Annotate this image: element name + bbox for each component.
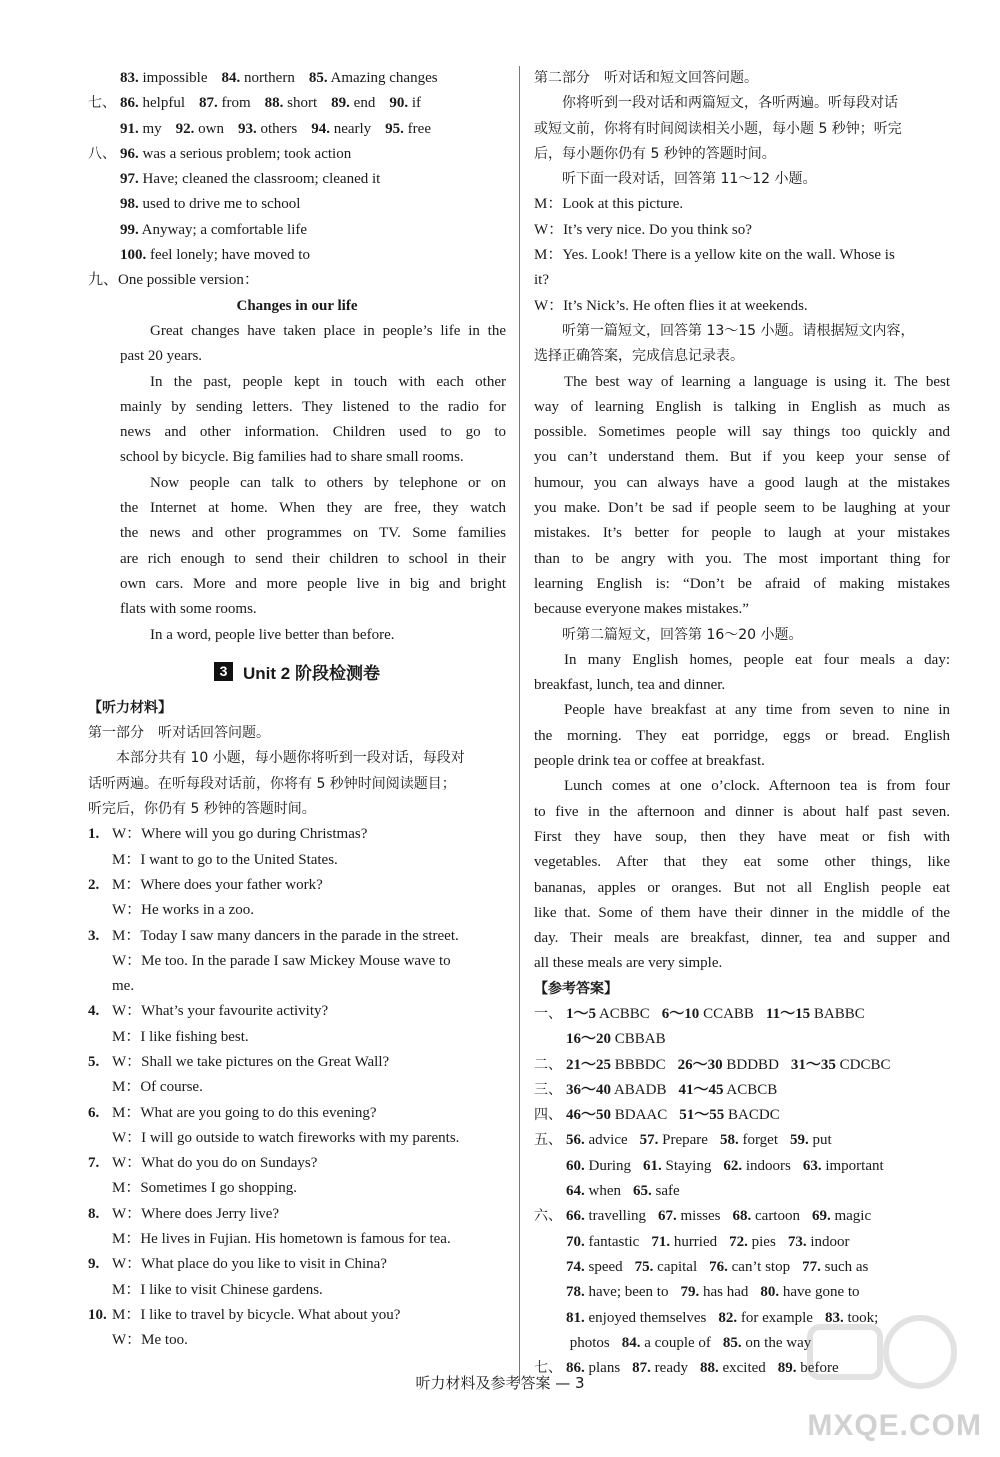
dialogue-text: M：What are you going to do this evening? [112, 1104, 377, 1121]
passage-line: you can’t understand them. But if you keep your sense of [534, 449, 950, 466]
passage2-lines [534, 648, 950, 977]
answer-number: 90. [389, 95, 409, 112]
answer-value: such as [820, 1258, 869, 1275]
answer-section-label: 七、 [534, 1360, 562, 1377]
answer-row [88, 142, 506, 167]
passage-line: like that. Some of them have their dinner in the middle of the [534, 904, 950, 921]
answer-number: 98. [120, 196, 139, 213]
answer-number: 57. [639, 1132, 659, 1149]
answer-value: magic [830, 1208, 872, 1225]
answer-number: 88. [264, 95, 284, 112]
answer-row [534, 1128, 950, 1153]
answer-value: BABBC [810, 1005, 865, 1022]
passage-line: In many English homes, people eat four meals a day: [564, 651, 950, 668]
passage1-lines [534, 370, 950, 623]
answer-row [534, 1154, 950, 1179]
dialogue-text: M：Today I saw many dancers in the parade in the street. [112, 927, 459, 944]
essay-line: own cars. More and more people live in big and bright [120, 575, 506, 592]
dialogue-text: W：Shall we take pictures on the Great Wall? [112, 1053, 390, 1070]
dialogue-number: 2. [88, 876, 100, 893]
answer-section-label: 三、 [534, 1081, 562, 1098]
answer-value: CBBAB [611, 1031, 666, 1048]
passage-line: Lunch comes at one o’clock. Afternoon tea is from four [564, 778, 950, 795]
answer-number: 63. [802, 1157, 822, 1174]
passage-line: the morning. They eat porridge, eggs or bread. English [534, 727, 950, 744]
answer-number: 71. [651, 1233, 671, 1250]
answer-value: before [796, 1360, 839, 1377]
answer-number: 72. [729, 1233, 748, 1250]
dialogue-line [88, 1202, 506, 1227]
answer-number: 87. [632, 1360, 651, 1377]
answer-value: pies [747, 1233, 776, 1250]
passage-line: to five in the afternoon and dinner is about half past seven. [534, 803, 950, 820]
answer-number: 51～55 [679, 1107, 725, 1124]
answer-number: 86. [120, 95, 139, 112]
answer-value: excited [718, 1360, 766, 1377]
essay-line: flats with some rooms. [120, 601, 257, 618]
answer-value: own [194, 120, 225, 137]
answer-value: have; been to [584, 1284, 669, 1301]
dialogue-line: it? [534, 272, 549, 289]
answer-value: During [584, 1157, 631, 1174]
answer-value: for example [737, 1309, 813, 1326]
answer-number: 83. [120, 70, 139, 86]
answer-number: 99. [120, 221, 139, 238]
dialogue-text: M：I like to visit Chinese gardens. [112, 1281, 323, 1298]
passage-line: vegetables. After that they eat some other things, like [534, 854, 950, 871]
dialogue-text: W：Where will you go during Christmas? [112, 826, 368, 843]
dialogue-line [88, 822, 506, 847]
answer-number: 93. [238, 120, 257, 137]
answer-number: 6～10 [661, 1005, 700, 1022]
answer-number: 62. [723, 1157, 743, 1174]
answer-row [88, 243, 506, 268]
answers-heading: 【参考答案】 [534, 980, 618, 997]
dialogue-line [88, 924, 506, 949]
watermark-text: MXQE.COM [807, 1409, 982, 1442]
answer-number: 80. [760, 1284, 780, 1301]
dialogue-intro: 听下面一段对话，回答第 11～12 小题。 [562, 171, 817, 188]
answer-value: indoor [806, 1233, 850, 1250]
essay-line: past 20 years. [120, 348, 203, 365]
answer-number: 82. [718, 1309, 738, 1326]
answer-value: others [256, 120, 298, 137]
part1-instructions [88, 746, 506, 822]
dialogue-text: me. [112, 978, 135, 995]
answer-number: 79. [680, 1284, 700, 1301]
unit-badge: 3 [214, 662, 233, 681]
answer-value: when [584, 1183, 621, 1200]
right-column [534, 66, 950, 1381]
answer-value: has had [699, 1284, 749, 1301]
essay-body [88, 319, 506, 648]
answer-number: 89. [777, 1360, 797, 1377]
essay-line: are rich enough to send their children to school in their [120, 550, 506, 567]
passage2-intro: 听第二篇短文，回答第 16～20 小题。 [562, 626, 803, 643]
answer-value: a couple of [640, 1334, 711, 1351]
dialogue-text: W：He works in a zoo. [112, 902, 255, 919]
answer-number: 66. [566, 1208, 585, 1225]
answer-value: ACBCB [723, 1081, 778, 1098]
instruction-line: 或短文前，你将有时间阅读相关小题，每小题 5 秒钟；听完 [534, 120, 902, 137]
part1-title: 第一部分 听对话回答问题。 [88, 725, 270, 742]
answer-value: on the way [741, 1334, 812, 1351]
answer-number: 31～35 [790, 1056, 836, 1073]
passage-line: People have breakfast at any time from seven to nine in [564, 702, 950, 719]
answer-value: impossible [138, 70, 208, 86]
passage-line: than to be angry with you. The most important thing for [534, 550, 950, 567]
answer-value: photos [566, 1334, 610, 1351]
answer-number: 16～20 [566, 1031, 612, 1048]
answer-value: Anyway; a comfortable life [138, 221, 308, 238]
answer-number: 69. [811, 1208, 831, 1225]
column-divider [519, 66, 520, 1384]
answer-value: speed [584, 1258, 623, 1275]
dialogue-text: W：Me too. In the parade I saw Mickey Mouse wave to [112, 952, 451, 969]
answer-number: 21～25 [566, 1056, 612, 1073]
answer-number: 84. [621, 1334, 641, 1351]
answer-value: BDDBD [722, 1056, 779, 1073]
dialogue-number: 8. [88, 1205, 100, 1222]
answer-value: my [138, 120, 162, 137]
answer-value: capital [653, 1258, 698, 1275]
answer-value: important [821, 1157, 884, 1174]
passage-line: people drink tea or coffee at breakfast. [534, 753, 765, 770]
essay-line: news and other information. Children used to go to [120, 424, 506, 441]
dialogue-number: 5. [88, 1053, 100, 1070]
answer-value: was a serious problem; took action [138, 145, 352, 162]
answer-number: 95. [385, 120, 404, 137]
answer-section-label: 五、 [534, 1132, 562, 1149]
answer-number: 70. [566, 1233, 585, 1250]
answer-row [88, 192, 506, 217]
essay-line: Now people can talk to others by telephone or on [150, 474, 506, 491]
answer-value: ready [650, 1360, 688, 1377]
dialogue-line [88, 1151, 506, 1176]
answer-number: 87. [199, 95, 218, 112]
answer-number: 59. [790, 1132, 809, 1149]
dialogue-text: W：What’s your favourite activity? [112, 1003, 329, 1020]
answer-number: 92. [175, 120, 195, 137]
answer-section-label: 一、 [534, 1005, 562, 1022]
answer-number: 78. [566, 1284, 585, 1301]
dialogue-number: 4. [88, 1003, 100, 1020]
dialogue-text: W：Me too. [112, 1332, 188, 1349]
answer-value: used to drive me to school [138, 196, 301, 213]
dialogue-line [88, 1328, 506, 1353]
dialogue-line [88, 1025, 506, 1050]
dialogue-line [88, 1303, 506, 1328]
answer-number: 77. [802, 1258, 821, 1275]
answer-number: 91. [120, 120, 139, 137]
answer-value: feel lonely; have moved to [146, 247, 310, 264]
answer-number: 94. [311, 120, 330, 137]
answer-number: 85. [722, 1334, 742, 1351]
answer-number: 65. [633, 1183, 652, 1200]
answer-number: 36～40 [566, 1081, 612, 1098]
passage-line: because everyone makes mistakes.” [534, 601, 749, 618]
answer-value: short [283, 95, 318, 112]
dialogue-line: W：It’s Nick’s. He often flies it at weekends. [534, 297, 808, 314]
answer-row [88, 167, 506, 192]
dialogue-line [88, 848, 506, 873]
answer-number: 26～30 [677, 1056, 723, 1073]
answer-number: 74. [566, 1258, 585, 1275]
passage-line: First they have soup, then they have meat or fish with [534, 828, 950, 845]
answer-number: 11～15 [765, 1005, 811, 1022]
dialogue-line [88, 1101, 506, 1126]
answer-value: took; [843, 1309, 879, 1326]
answer-value: Have; cleaned the classroom; cleaned it [138, 171, 381, 188]
answer-number: 76. [709, 1258, 728, 1275]
instruction-line: 本部分共有 10 小题，每小题你将听到一段对话，每段对 [116, 750, 465, 767]
intro-line: 听第一篇短文，回答第 13～15 小题。请根据短文内容， [562, 322, 915, 339]
answer-value: misses [676, 1208, 721, 1225]
answer-value: Amazing changes [327, 70, 438, 86]
part2-title: 第二部分 听对话和短文回答问题。 [534, 70, 758, 86]
answer-row [534, 1204, 950, 1229]
answer-value: fantastic [584, 1233, 640, 1250]
dialogue-line [88, 949, 506, 974]
answer-number: 86. [566, 1360, 585, 1377]
dialogue-line [88, 873, 506, 898]
dialogue-text: M：Where does your father work? [112, 876, 323, 893]
answer-value: cartoon [751, 1208, 800, 1225]
dialogue-number: 7. [88, 1155, 100, 1172]
answer-section-label: 二、 [534, 1056, 562, 1073]
answer-value: Prepare [658, 1132, 708, 1149]
answer-number: 88. [699, 1360, 719, 1377]
answer-number: 83. [824, 1309, 844, 1326]
answer-value: Staying [661, 1157, 712, 1174]
passage-line: day. Their meals are breakfast, dinner, tea and supper and [534, 930, 950, 947]
answer-value: northern [240, 70, 295, 86]
passage-line: possible. Sometimes people will say things too quickly and [534, 424, 950, 441]
unit-heading [88, 648, 506, 696]
dialogue-lines [534, 192, 950, 318]
essay-line: mainly by sending letters. They listened to the radio for [120, 398, 506, 415]
dialogue-line [88, 1176, 506, 1201]
answer-value: CDCBC [835, 1056, 891, 1073]
answer-value: advice [584, 1132, 628, 1149]
answer-number: 61. [643, 1157, 662, 1174]
dialogue-line: W：It’s very nice. Do you think so? [534, 221, 752, 238]
answer-value: BDAAC [611, 1107, 668, 1124]
dialogue-line: M：Yes. Look! There is a yellow kite on the wall. Whose is [534, 247, 895, 264]
answer-number: 81. [566, 1309, 585, 1326]
answer-number: 67. [657, 1208, 677, 1225]
answer-value: enjoyed themselves [584, 1309, 707, 1326]
answer-row [534, 1053, 950, 1078]
essay-line: In the past, people kept in touch with each other [150, 373, 506, 390]
answer-value: from [217, 95, 251, 112]
answer-number: 60. [566, 1157, 585, 1174]
dialogue-line [88, 1278, 506, 1303]
answer-number: 75. [634, 1258, 654, 1275]
answer-number: 64. [566, 1183, 585, 1200]
answer-number: 73. [787, 1233, 807, 1250]
dialogue-line: M：Look at this picture. [534, 196, 684, 213]
answer-row [534, 1280, 950, 1305]
passage-line: mistakes. It’s better for people to laugh at your mistakes [534, 525, 950, 542]
page-footer: 听力材料及参考答案 — 3 [415, 1374, 585, 1392]
answer-section-label: 八、 [88, 145, 116, 162]
unit-title: Unit 2 阶段检测卷 [243, 664, 380, 684]
dialogue-text: M：Of course. [112, 1079, 203, 1096]
dialogue-text: M：I like to travel by bicycle. What about you? [112, 1306, 401, 1323]
essay-line: school by bicycle. Big families had to share small rooms. [120, 449, 464, 466]
passage-line: way of learning English is talking in English as much as [534, 398, 950, 415]
essay-intro: 九、One possible version： [88, 272, 259, 289]
answer-row [534, 1255, 950, 1280]
essay-line: Great changes have taken place in people’s life in the [150, 322, 506, 339]
answer-number: 56. [566, 1132, 585, 1149]
answer-row [88, 218, 506, 243]
answer-value: indoors [742, 1157, 791, 1174]
dialogue-line [88, 898, 506, 923]
part2-instructions [534, 91, 950, 167]
answer-value: plans [584, 1360, 621, 1377]
passage-line: The best way of learning a language is using it. The best [564, 373, 950, 390]
answer-value: end [349, 95, 376, 112]
answer-number: 96. [120, 145, 139, 162]
dialogue-text: W：I will go outside to watch fireworks with my parents. [112, 1129, 460, 1146]
answers-top [88, 66, 506, 268]
answer-number: 97. [120, 171, 139, 188]
answer-value: free [403, 120, 431, 137]
dialogue-text: W：Where does Jerry live? [112, 1205, 280, 1222]
answer-row [88, 66, 506, 91]
dialogue-text: M：I want to go to the United States. [112, 851, 338, 868]
answer-value: ACBBC [596, 1005, 650, 1022]
answer-value: nearly [329, 120, 372, 137]
answer-number: 1～5 [566, 1005, 597, 1022]
answer-number: 46～50 [566, 1107, 612, 1124]
essay-line: the Internet at home. When they are free, they watch [120, 500, 506, 517]
passage-line: all these meals are very simple. [534, 955, 723, 972]
dialogue-line [88, 1075, 506, 1100]
dialogue-number: 6. [88, 1104, 100, 1121]
passage-line: learning English is: “Don’t be afraid of making mistakes [534, 575, 950, 592]
answer-number: 89. [331, 95, 350, 112]
essay-title: Changes in our life [236, 297, 358, 314]
answer-number: 85. [308, 70, 328, 86]
dialogue-number: 10. [88, 1306, 107, 1323]
essay-line: In a word, people live better than before. [150, 626, 395, 643]
dialogue-line [88, 999, 506, 1024]
dialogue-number: 9. [88, 1256, 100, 1273]
answer-value: BBBDC [611, 1056, 666, 1073]
answer-row [534, 1002, 950, 1027]
answer-value: have gone to [779, 1284, 860, 1301]
dialogue-text: M：Sometimes I go shopping. [112, 1180, 298, 1197]
instruction-line: 听完后，你仍有 5 秒钟的答题时间。 [88, 801, 316, 818]
passage1-intro [534, 319, 950, 370]
answer-number: 100. [120, 247, 147, 264]
dialogues [88, 822, 506, 1353]
answer-row [534, 1027, 950, 1052]
answer-number: 58. [719, 1132, 739, 1149]
dialogue-text: M：I like fishing best. [112, 1028, 249, 1045]
intro-line: 选择正确答案，完成信息记录表。 [534, 348, 744, 365]
listening-heading: 【听力材料】 [88, 699, 172, 716]
passage-line: you make. Don’t be sad if people seem to be laughing at your [534, 500, 950, 517]
answer-row [534, 1103, 950, 1128]
dialogue-line [88, 1126, 506, 1151]
answer-value: BACDC [724, 1107, 780, 1124]
instruction-line: 后，每小题你仍有 5 秒钟的答题时间。 [534, 145, 776, 162]
answer-row [534, 1078, 950, 1103]
answer-value: hurried [670, 1233, 718, 1250]
answer-value: if [408, 95, 422, 112]
answer-value: ABADB [611, 1081, 667, 1098]
passage-line: bananas, apples or oranges. But not all English people eat [534, 879, 950, 896]
dialogue-line [88, 1227, 506, 1252]
answer-value: put [808, 1132, 832, 1149]
dialogue-number: 3. [88, 927, 100, 944]
instruction-line: 你将听到一段对话和两篇短文，各听两遍。听每段对话 [562, 95, 898, 112]
dialogue-line [88, 1050, 506, 1075]
answer-row [534, 1230, 950, 1255]
passage-line: breakfast, lunch, tea and dinner. [534, 677, 726, 694]
essay-line: the news and other programmes on TV. Some families [120, 525, 506, 542]
instruction-line: 话听两遍。在听每段对话前，你将有 5 秒钟时间阅读题目； [88, 775, 456, 792]
answer-number: 68. [732, 1208, 752, 1225]
dialogue-text: M：He lives in Fujian. His hometown is famous for tea. [112, 1231, 451, 1248]
answer-section-label: 七、 [88, 95, 116, 112]
answer-number: 41～45 [678, 1081, 724, 1098]
answer-section-label: 六、 [534, 1208, 562, 1225]
answer-value: forget [738, 1132, 778, 1149]
answer-row [88, 117, 506, 142]
passage-line: humour, you can always have a good laugh at the mistakes [534, 474, 950, 491]
dialogue-number: 1. [88, 826, 100, 843]
answer-value: CCABB [699, 1005, 754, 1022]
answer-row [88, 91, 506, 116]
answer-value: can’t stop [727, 1258, 791, 1275]
dialogue-line [88, 974, 506, 999]
answer-value: travelling [584, 1208, 646, 1225]
answer-row [534, 1179, 950, 1204]
dialogue-line [88, 1252, 506, 1277]
answer-number: 84. [221, 70, 241, 86]
answer-value: safe [651, 1183, 680, 1200]
dialogue-text: W：What do you do on Sundays? [112, 1155, 318, 1172]
answer-value: helpful [138, 95, 185, 112]
answer-section-label: 四、 [534, 1107, 562, 1124]
left-column [88, 66, 506, 1354]
dialogue-text: W：What place do you like to visit in China? [112, 1256, 387, 1273]
